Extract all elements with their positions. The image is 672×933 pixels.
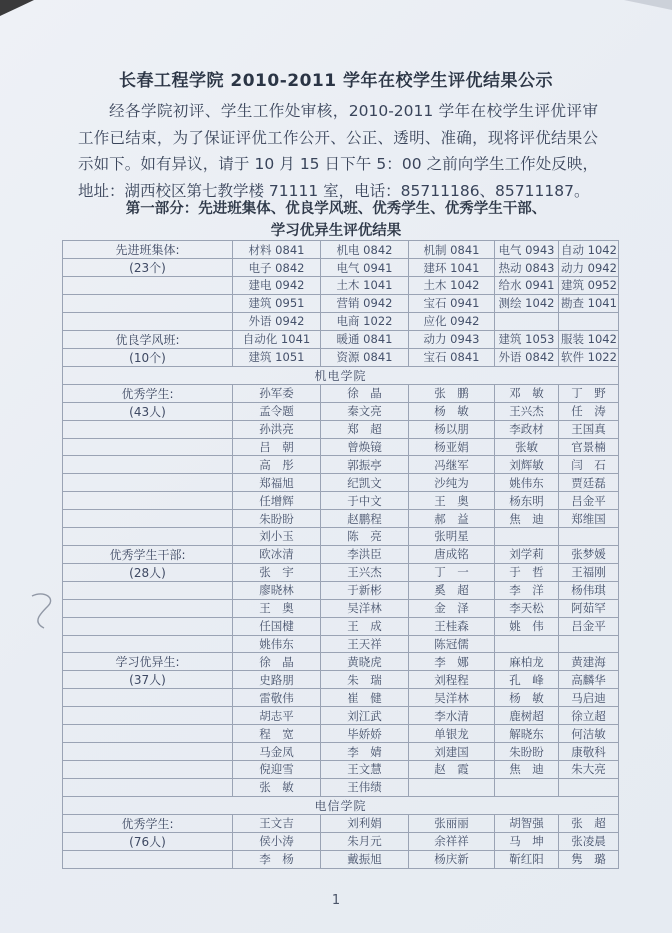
table-cell: 侯小涛 (233, 832, 321, 850)
table-cell: 秦文亮 (321, 402, 409, 420)
table-cell: 张凌晨 (559, 832, 619, 850)
table-cell (495, 778, 559, 796)
table-row (63, 474, 619, 492)
table-cell: 唐成铭 (409, 545, 495, 563)
table-cell: 朱月元 (321, 832, 409, 850)
table-cell: 胡志平 (233, 707, 321, 725)
table-cell: 任增辉 (233, 492, 321, 510)
table-cell (495, 635, 559, 653)
table-cell: 机电 0842 (321, 241, 409, 259)
table-cell: 自动 1042 (559, 241, 619, 259)
table-cell: 土木 1042 (409, 277, 495, 295)
category-label-cell (63, 707, 233, 725)
table-cell: 赵 霞 (409, 761, 495, 779)
table-cell (495, 312, 559, 330)
table-row (63, 294, 619, 312)
table-cell: 热动 0843 (495, 259, 559, 277)
table-cell: 自动化 1041 (233, 330, 321, 348)
table-cell: 雷敬伟 (233, 689, 321, 707)
scan-corner-artifact (612, 0, 672, 10)
table-row (63, 832, 619, 850)
category-label-cell: (76人) (63, 832, 233, 850)
table-cell: 杨东明 (495, 492, 559, 510)
table-cell: 张梦媛 (559, 545, 619, 563)
table-cell (559, 312, 619, 330)
table-cell: 于新彬 (321, 581, 409, 599)
table-cell: 任国楗 (233, 617, 321, 635)
table-cell: 黄建海 (559, 653, 619, 671)
table-cell: 王 奥 (409, 492, 495, 510)
table-cell: 隽 璐 (559, 850, 619, 868)
table-cell: 李水清 (409, 707, 495, 725)
table-cell: 张 超 (559, 814, 619, 832)
table-cell: 材料 0841 (233, 241, 321, 259)
table-cell: 陈冠儒 (409, 635, 495, 653)
section-row (63, 366, 619, 384)
category-label-cell: 先进班集体: (63, 241, 233, 259)
intro-paragraph: 经各学院初评、学生工作处审核，2010-2011 学年在校学生评优评审工作已结束，为了保证评优工作公开、公正、透明、准确，现将评优结果公示如下。如有异议，请于 10 月 15 日下午 5：00 之前向学生工作处反映，地址：湖西校区第七教学楼 71111 室，电话：85711186、85711187。 (78, 102, 598, 200)
table-cell: 阿茹罕 (559, 599, 619, 617)
table-cell: 马金凤 (233, 743, 321, 761)
table-cell: 吕金平 (559, 617, 619, 635)
table-cell: 胡智强 (495, 814, 559, 832)
table-cell: 电子 0842 (233, 259, 321, 277)
table-cell: 于 哲 (495, 563, 559, 581)
table-row (63, 241, 619, 259)
table-cell: 资源 0841 (321, 348, 409, 366)
table-row (63, 814, 619, 832)
table-cell (495, 528, 559, 546)
table-cell: 沙纯为 (409, 474, 495, 492)
table-cell: 孙军委 (233, 384, 321, 402)
table-cell: 刘学莉 (495, 545, 559, 563)
table-cell: 毕娇娇 (321, 725, 409, 743)
table-row (63, 653, 619, 671)
results-table (62, 240, 619, 869)
table-cell: 姚伟东 (233, 635, 321, 653)
table-row (63, 510, 619, 528)
table-row (63, 330, 619, 348)
table-row (63, 277, 619, 295)
category-label-cell (63, 456, 233, 474)
table-cell: 麻柏龙 (495, 653, 559, 671)
table-row (63, 581, 619, 599)
table-cell: 纪凯文 (321, 474, 409, 492)
table-cell: 电气 0941 (321, 259, 409, 277)
table-cell: 戴振旭 (321, 850, 409, 868)
table-cell: 动力 0943 (409, 330, 495, 348)
category-label-cell: (10个) (63, 348, 233, 366)
category-label-cell: 优良学风班: (63, 330, 233, 348)
table-cell: 电商 1022 (321, 312, 409, 330)
table-cell: 郑维国 (559, 510, 619, 528)
table-row (63, 545, 619, 563)
table-cell: 刘小玉 (233, 528, 321, 546)
table-cell: 程 宽 (233, 725, 321, 743)
table-cell: 王兴杰 (495, 402, 559, 420)
table-cell: 吕金平 (559, 492, 619, 510)
table-cell: 郝 益 (409, 510, 495, 528)
table-cell: 孟令题 (233, 402, 321, 420)
category-label-cell: 学习优异生: (63, 653, 233, 671)
table-row (63, 259, 619, 277)
table-cell: 徐 晶 (321, 384, 409, 402)
table-cell: 冯继军 (409, 456, 495, 474)
table-cell: 徐 晶 (233, 653, 321, 671)
table-cell (409, 778, 495, 796)
table-cell: 朱盼盼 (495, 743, 559, 761)
table-cell: 王文慧 (321, 761, 409, 779)
table-cell: 建筑 1051 (233, 348, 321, 366)
table-cell: 王文吉 (233, 814, 321, 832)
section-heading (0, 198, 672, 242)
table-row (63, 743, 619, 761)
table-cell: 丁 野 (559, 384, 619, 402)
table-cell: 高 彤 (233, 456, 321, 474)
table-cell: 建筑 0951 (233, 294, 321, 312)
table-cell: 康敬科 (559, 743, 619, 761)
table-cell (559, 778, 619, 796)
table-cell: 焦 迪 (495, 510, 559, 528)
table-cell: 杨以朋 (409, 420, 495, 438)
table-cell: 李洪臣 (321, 545, 409, 563)
table-cell: 刘辉敏 (495, 456, 559, 474)
table-cell: 马 坤 (495, 832, 559, 850)
table-cell: 马启迪 (559, 689, 619, 707)
page-title: 长春工程学院 2010-2011 学年在校学生评优结果公示 (118, 71, 554, 91)
table-cell: 朱盼盼 (233, 510, 321, 528)
department-section-label: 机电学院 (63, 366, 619, 384)
table-cell: 刘江武 (321, 707, 409, 725)
table-row (63, 563, 619, 581)
table-cell: 姚 伟 (495, 617, 559, 635)
table-cell: 朱 瑞 (321, 671, 409, 689)
table-row (63, 492, 619, 510)
results-table-body (63, 241, 619, 869)
category-label-cell: (37人) (63, 671, 233, 689)
scan-corner-artifact (0, 0, 34, 16)
table-cell: 焦 迪 (495, 761, 559, 779)
table-cell: 郑 超 (321, 420, 409, 438)
table-cell: 李 婧 (321, 743, 409, 761)
category-label-cell (63, 599, 233, 617)
category-label-cell (63, 510, 233, 528)
table-row (63, 438, 619, 456)
category-label-cell (63, 474, 233, 492)
category-label-cell: (23个) (63, 259, 233, 277)
category-label-cell (63, 528, 233, 546)
table-cell: 杨 敏 (495, 689, 559, 707)
table-cell: 史路朋 (233, 671, 321, 689)
category-label-cell: (43人) (63, 402, 233, 420)
table-cell: 张 宇 (233, 563, 321, 581)
table-row (63, 671, 619, 689)
table-cell: 曾焕镜 (321, 438, 409, 456)
table-row (63, 850, 619, 868)
table-cell: 营销 0942 (321, 294, 409, 312)
table-cell: 邓 敏 (495, 384, 559, 402)
table-cell: 张明星 (409, 528, 495, 546)
table-row (63, 420, 619, 438)
section-row (63, 796, 619, 814)
table-row (63, 402, 619, 420)
table-cell (559, 528, 619, 546)
category-label-cell (63, 761, 233, 779)
table-cell: 崔 健 (321, 689, 409, 707)
table-cell: 建筑 1053 (495, 330, 559, 348)
table-row (63, 707, 619, 725)
category-label-cell (63, 294, 233, 312)
table-cell: 官景楠 (559, 438, 619, 456)
category-label-cell: (28人) (63, 563, 233, 581)
table-cell: 应化 0942 (409, 312, 495, 330)
table-cell: 王国真 (559, 420, 619, 438)
table-row (63, 778, 619, 796)
category-label-cell (63, 617, 233, 635)
table-cell: 李天松 (495, 599, 559, 617)
table-cell: 给水 0941 (495, 277, 559, 295)
table-cell: 建环 1041 (409, 259, 495, 277)
table-row (63, 456, 619, 474)
table-cell: 余祥祥 (409, 832, 495, 850)
table-cell: 杨庆新 (409, 850, 495, 868)
table-row (63, 312, 619, 330)
section-heading-line1: 第一部分：先进班集体、优良学风班、优秀学生、优秀学生干部、 (125, 201, 547, 217)
table-cell: 土木 1041 (321, 277, 409, 295)
category-label-cell (63, 635, 233, 653)
table-cell: 黄晓虎 (321, 653, 409, 671)
category-label-cell (63, 850, 233, 868)
table-cell: 朱大亮 (559, 761, 619, 779)
table-cell: 孔 峰 (495, 671, 559, 689)
table-row (63, 528, 619, 546)
table-cell: 奚 超 (409, 581, 495, 599)
table-cell: 贾廷磊 (559, 474, 619, 492)
category-label-cell: 优秀学生干部: (63, 545, 233, 563)
table-cell: 动力 0942 (559, 259, 619, 277)
table-cell: 金 泽 (409, 599, 495, 617)
section-heading-line2: 学习优异生评优结果 (270, 223, 402, 239)
table-cell: 电气 0943 (495, 241, 559, 259)
table-cell: 单银龙 (409, 725, 495, 743)
table-cell: 赵鹏程 (321, 510, 409, 528)
table-cell: 刘利娟 (321, 814, 409, 832)
table-cell: 孙洪亮 (233, 420, 321, 438)
table-cell: 外语 0942 (233, 312, 321, 330)
table-cell: 郑福旭 (233, 474, 321, 492)
table-row (63, 761, 619, 779)
table-cell (559, 635, 619, 653)
table-cell: 张丽丽 (409, 814, 495, 832)
table-cell: 鹿树超 (495, 707, 559, 725)
page-number: 1 (331, 893, 341, 908)
table-cell: 王伟绩 (321, 778, 409, 796)
category-label-cell (63, 420, 233, 438)
table-cell: 姚伟东 (495, 474, 559, 492)
table-cell: 王天祥 (321, 635, 409, 653)
category-label-cell (63, 581, 233, 599)
table-cell: 何洁敏 (559, 725, 619, 743)
table-cell: 靳红阳 (495, 850, 559, 868)
table-cell: 软件 1022 (559, 348, 619, 366)
category-label-cell (63, 778, 233, 796)
table-cell: 吴洋林 (321, 599, 409, 617)
table-row (63, 348, 619, 366)
table-cell: 杨亚娟 (409, 438, 495, 456)
table-cell: 丁 一 (409, 563, 495, 581)
table-cell: 高麟华 (559, 671, 619, 689)
table-cell: 欧冰清 (233, 545, 321, 563)
table-cell: 王 成 (321, 617, 409, 635)
table-row (63, 384, 619, 402)
table-cell: 于中文 (321, 492, 409, 510)
table-cell: 李政材 (495, 420, 559, 438)
table-cell: 廖晓林 (233, 581, 321, 599)
table-cell: 李 洋 (495, 581, 559, 599)
table-cell: 服装 1042 (559, 330, 619, 348)
table-cell: 刘程程 (409, 671, 495, 689)
table-cell: 闫 石 (559, 456, 619, 474)
table-cell: 张 鹏 (409, 384, 495, 402)
table-row (63, 617, 619, 635)
table-cell: 任 涛 (559, 402, 619, 420)
table-cell: 吕 朝 (233, 438, 321, 456)
table-cell: 解晓东 (495, 725, 559, 743)
table-row (63, 635, 619, 653)
table-row (63, 689, 619, 707)
table-cell: 陈 亮 (321, 528, 409, 546)
table-cell: 杨伟琪 (559, 581, 619, 599)
table-cell: 建筑 0952 (559, 277, 619, 295)
table-cell: 测绘 1042 (495, 294, 559, 312)
table-cell: 机制 0841 (409, 241, 495, 259)
table-cell: 李 杨 (233, 850, 321, 868)
table-cell: 李 娜 (409, 653, 495, 671)
table-cell: 外语 0842 (495, 348, 559, 366)
table-cell: 宝石 0841 (409, 348, 495, 366)
table-cell: 张 敏 (233, 778, 321, 796)
category-label-cell (63, 689, 233, 707)
table-cell: 勘查 1041 (559, 294, 619, 312)
category-label-cell (63, 438, 233, 456)
table-cell: 王桂森 (409, 617, 495, 635)
category-label-cell (63, 725, 233, 743)
table-cell: 郭振亭 (321, 456, 409, 474)
table-row (63, 599, 619, 617)
table-cell: 王福刚 (559, 563, 619, 581)
table-cell: 杨 敏 (409, 402, 495, 420)
table-cell: 宝石 0941 (409, 294, 495, 312)
table-cell: 王 奥 (233, 599, 321, 617)
table-cell: 刘建国 (409, 743, 495, 761)
category-label-cell (63, 277, 233, 295)
department-section-label: 电信学院 (63, 796, 619, 814)
table-cell: 王兴杰 (321, 563, 409, 581)
table-cell: 徐立超 (559, 707, 619, 725)
table-cell: 暖通 0841 (321, 330, 409, 348)
category-label-cell: 优秀学生: (63, 384, 233, 402)
table-cell: 吴洋林 (409, 689, 495, 707)
table-cell: 倪迎雪 (233, 761, 321, 779)
category-label-cell (63, 743, 233, 761)
table-row (63, 725, 619, 743)
category-label-cell: 优秀学生: (63, 814, 233, 832)
category-label-cell (63, 312, 233, 330)
table-cell: 建电 0942 (233, 277, 321, 295)
table-cell: 张敏 (495, 438, 559, 456)
category-label-cell (63, 492, 233, 510)
